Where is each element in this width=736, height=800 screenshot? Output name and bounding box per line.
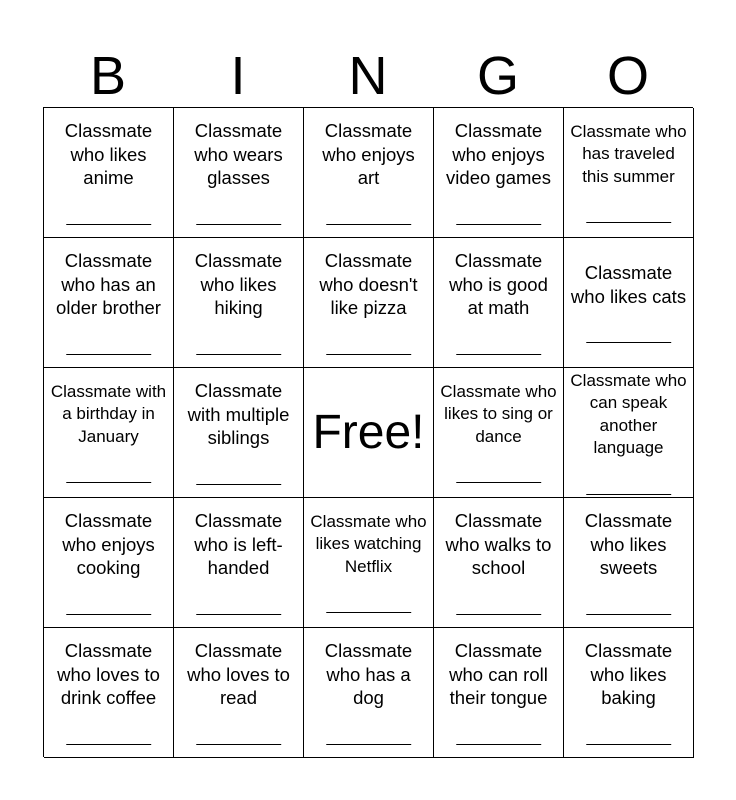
signature-line: __________ [66,598,151,616]
bingo-cell[interactable] [304,498,434,628]
signature-line: __________ [456,728,541,746]
bingo-cell[interactable] [174,628,304,758]
bingo-cell[interactable] [564,368,694,498]
bingo-cell[interactable] [304,238,434,368]
signature-line: __________ [66,467,151,485]
bingo-cell[interactable] [434,628,564,758]
cell-text: Classmate who loves to drink coffee [57,640,160,709]
cell-text: Classmate who can roll their tongue [449,640,548,709]
bingo-cell[interactable] [304,108,434,238]
bingo-cell[interactable] [564,238,694,368]
signature-line: __________ [326,597,411,615]
cell-text: Classmate who likes hiking [194,250,283,319]
bingo-cell[interactable] [434,368,564,498]
bingo-board [43,107,693,757]
cell-text: Classmate who is good at math [449,250,548,319]
cell-text: Classmate with multiple siblings [187,380,290,449]
bingo-cell[interactable] [434,498,564,628]
bingo-cell[interactable] [44,368,174,498]
header-letter-i: I [230,46,246,106]
bingo-cell[interactable] [174,498,304,628]
cell-text: Classmate who has a dog [324,640,413,709]
signature-line: __________ [326,338,411,356]
bingo-cell[interactable] [564,628,694,758]
signature-line: __________ [456,338,541,356]
bingo-cell[interactable] [44,238,174,368]
signature-line: __________ [66,208,151,226]
signature-line: __________ [586,478,671,496]
cell-text: Classmate who likes sweets [584,510,673,579]
cell-text: Classmate who doesn't like pizza [319,250,418,319]
bingo-cell[interactable] [434,108,564,238]
signature-line: __________ [456,467,541,485]
signature-line: __________ [196,338,281,356]
signature-line: __________ [586,327,671,344]
bingo-cell[interactable] [174,108,304,238]
signature-line: __________ [456,598,541,616]
cell-text: Classmate who can speak another language [570,370,687,457]
signature-line: __________ [586,728,671,746]
cell-text: Classmate who wears glasses [194,120,283,189]
cell-text: Classmate who walks to school [445,510,552,579]
cell-text: Classmate who likes anime [64,120,153,189]
cell-text: Classmate who enjoys cooking [62,510,155,579]
bingo-cell[interactable] [44,628,174,758]
cell-text: Classmate who is left-handed [194,510,283,579]
signature-line: __________ [196,208,281,226]
bingo-cell[interactable] [564,498,694,628]
cell-text: Classmate who likes baking [584,640,673,709]
signature-line: __________ [326,728,411,746]
cell-text: Classmate who has an older brother [56,250,161,319]
bingo-cell[interactable] [44,108,174,238]
signature-line: __________ [196,468,281,486]
signature-line: __________ [196,728,281,746]
signature-line: __________ [586,207,671,225]
bingo-cell[interactable] [434,238,564,368]
header-letter-n: N [348,46,388,106]
signature-line: __________ [456,208,541,226]
cell-text: Classmate who enjoys art [322,120,415,189]
signature-line: __________ [66,338,151,356]
cell-text: Classmate who likes watching Netflix [310,511,427,576]
bingo-cell[interactable] [564,108,694,238]
bingo-header [43,44,693,108]
cell-text: Classmate who likes to sing or dance [440,381,557,446]
bingo-cell[interactable] [44,498,174,628]
header-letter-g: G [476,46,519,106]
cell-text: Classmate with a birthday in January [50,381,167,446]
cell-text: Classmate who enjoys video games [446,120,551,189]
free-cell[interactable] [304,368,434,498]
cell-text: Classmate who loves to read [187,640,290,709]
header-letter-b: B [89,46,127,106]
signature-line: __________ [66,728,151,746]
cell-text: Classmate who has traveled this summer [570,121,687,186]
bingo-cell[interactable] [174,238,304,368]
free-space-text: Free! [312,405,425,459]
signature-line: __________ [326,208,411,226]
signature-line: __________ [196,598,281,616]
bingo-cell[interactable] [174,368,304,498]
signature-line: __________ [586,598,671,616]
header-letter-o: O [606,46,649,106]
bingo-cell[interactable] [304,628,434,758]
cell-text: Classmate who likes cats [570,262,687,307]
